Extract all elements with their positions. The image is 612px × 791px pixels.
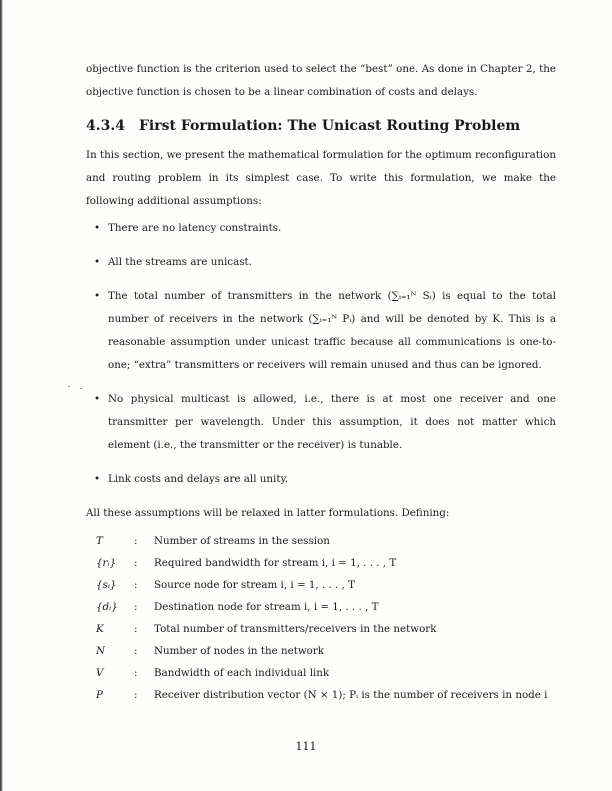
definition-separator: : — [134, 667, 138, 679]
assumption-item: • Link costs and delays are all unity. — [94, 468, 556, 491]
definition-row — [96, 596, 547, 618]
definition-symbol: {rᵢ} — [96, 557, 117, 569]
assumption-item: • The total number of transmitters in the network (∑ᵢ₌₁ᴺ Sᵢ) is equal to the total number of receivers in the network (∑ᵢ₌₁ᴺ Pᵢ) and will be denoted by K. This is a reasonable assumption under unicast traffic because all communications is one-to-one; “extra” transmitters or receivers will remain unused and thus can be ignored. — [94, 285, 556, 377]
definition-text: Receiver distribution vector (N × 1); Pᵢ is the number of receivers in node i — [154, 689, 548, 701]
definition-separator: : — [134, 689, 138, 701]
definition-text: Destination node for stream i, i = 1, . . . , T — [154, 601, 379, 613]
definition-separator: : — [134, 601, 138, 613]
definition-row — [96, 574, 547, 596]
lead-paragraph: In this section, we present the mathematical formulation for the optimum reconfiguration and routing problem in its simplest case. To write this formulation, we make the following additional assumptions: — [86, 149, 556, 207]
section-title: First Formulation: The Unicast Routing Problem — [138, 118, 521, 134]
definition-symbol: V — [96, 667, 104, 679]
definition-separator: : — [134, 557, 138, 569]
definition-row — [96, 684, 547, 706]
definition-separator: : — [134, 535, 138, 547]
definition-separator: : — [134, 579, 138, 591]
definition-text: Total number of transmitters/receivers in the network — [154, 623, 437, 635]
definition-symbol: P — [96, 689, 103, 701]
definition-text: Required bandwidth for stream i, i = 1, . . . , T — [154, 557, 397, 569]
page-number: 111 — [295, 740, 317, 753]
section-heading — [86, 116, 556, 136]
definition-row — [96, 640, 547, 662]
page-body — [86, 58, 556, 706]
definition-row — [96, 552, 547, 574]
definition-table — [96, 530, 547, 706]
definition-row — [96, 618, 547, 640]
assumption-item: • There are no latency constraints. — [94, 217, 556, 240]
intro-paragraph: objective function is the criterion used to select the “best” one. As done in Chapter 2, the objective function is chosen to be a linear combination of costs and delays. — [86, 63, 556, 98]
section-number: 4.3.4 — [86, 118, 125, 134]
scan-speck — [68, 386, 70, 387]
definition-text: Number of nodes in the network — [154, 645, 325, 657]
definition-symbol: {dᵢ} — [96, 601, 118, 613]
definition-separator: : — [134, 645, 138, 657]
definition-row — [96, 530, 547, 552]
definition-text: Source node for stream i, i = 1, . . . , T — [154, 579, 356, 591]
defining-paragraph: All these assumptions will be relaxed in latter formulations. Defining: — [86, 507, 450, 519]
assumption-item: • No physical multicast is allowed, i.e., there is at most one receiver and one transmitter per wavelength. Under this assumption, it does not matter which element (i.e., the transmitter or the receiver) is tunable. — [94, 388, 556, 457]
definition-symbol: T — [96, 535, 103, 547]
definition-symbol: {sᵢ} — [96, 579, 117, 591]
scan-edge — [0, 0, 3, 791]
scan-speck — [80, 388, 82, 389]
definition-row — [96, 662, 547, 684]
definition-text: Number of streams in the session — [154, 535, 330, 547]
definition-symbol: K — [96, 623, 104, 635]
assumption-item: • All the streams are unicast. — [94, 251, 556, 274]
assumption-list — [86, 217, 556, 491]
definition-text: Bandwidth of each individual link — [154, 667, 330, 679]
definition-symbol: N — [96, 645, 106, 657]
definition-separator: : — [134, 623, 138, 635]
